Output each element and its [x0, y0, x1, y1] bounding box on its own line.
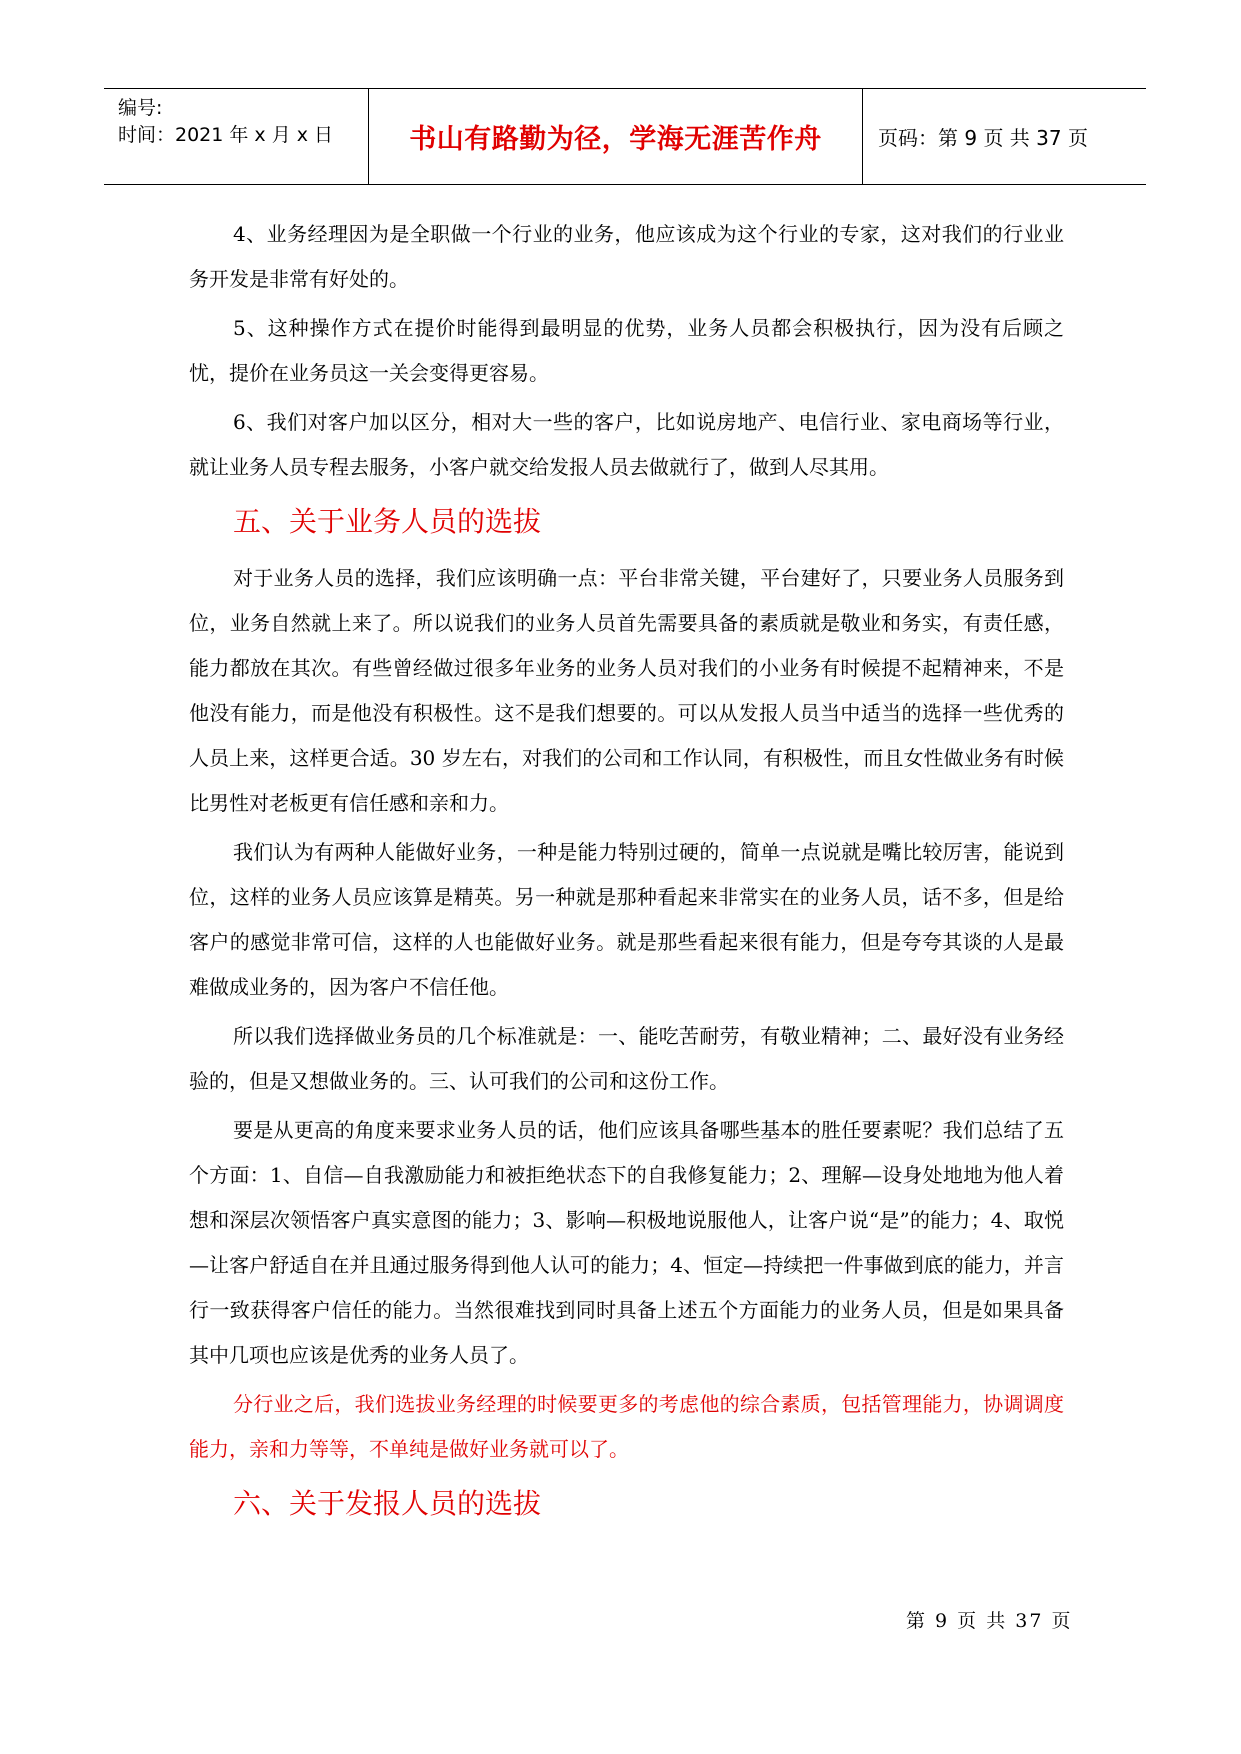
- document-body: [189, 212, 1064, 1538]
- document-header: [104, 88, 1146, 185]
- header-motto: 书山有路勤为径，学海无涯苦作舟: [409, 124, 822, 155]
- document-number-label: 编号:: [118, 97, 163, 119]
- highlighted-paragraph: 分行业之后，我们选拔业务经理的时候要更多的考虑他的综合素质，包括管理能力，协调调度能力，亲和力等等，不单纯是做好业务就可以了。: [189, 1392, 1064, 1461]
- body-paragraph: 6、我们对客户加以区分，相对大一些的客户，比如说房地产、电信行业、家电商场等行业，就让业务人员专程去服务，小客户就交给发报人员去做就行了，做到人尽其用。: [189, 410, 1064, 479]
- body-paragraph: 要是从更高的角度来要求业务人员的话，他们应该具备哪些基本的胜任要素呢？我们总结了五个方面：1、自信—自我激励能力和被拒绝状态下的自我修复能力；2、理解—设身处地地为他人着想和深层次领悟客户真实意图的能力；3、影响—积极地说服他人，让客户说“是”的能力；4、取悦—让客户舒适自在并且通过服务得到他人认可的能力；4、恒定—持续把一件事做到底的能力，并言行一致获得客户信任的能力。当然很难找到同时具备上述五个方面能力的业务人员，但是如果具备其中几项也应该是优秀的业务人员了。: [189, 1118, 1064, 1367]
- header-info-cell: [104, 89, 369, 184]
- header-page-code: 页码：第 9 页 共 37 页: [878, 126, 1088, 150]
- document-time-label: 时间：2021 年 x 月 x 日: [118, 124, 334, 146]
- header-motto-cell: [369, 89, 863, 184]
- body-paragraph: 对于业务人员的选择，我们应该明确一点：平台非常关键，平台建好了，只要业务人员服务到位，业务自然就上来了。所以说我们的业务人员首先需要具备的素质就是敬业和务实，有责任感，能力都放在其次。有些曾经做过很多年业务的业务人员对我们的小业务有时候提不起精神来，不是他没有能力，而是他没有积极性。这不是我们想要的。可以从发报人员当中适当的选择一些优秀的人员上来，这样更合适。30 岁左右，对我们的公司和工作认同，有积极性，而且女性做业务有时候比男性对老板更有信任感和亲和力。: [189, 566, 1064, 815]
- header-page-cell: [864, 89, 1146, 184]
- page-footer: 第 9 页 共 37 页: [906, 1610, 1073, 1632]
- body-paragraph: 所以我们选择做业务员的几个标准就是：一、能吃苦耐劳，有敬业精神；二、最好没有业务经验的，但是又想做业务的。三、认可我们的公司和这份工作。: [189, 1024, 1064, 1093]
- section-heading-5: 五、关于业务人员的选拔: [233, 505, 542, 538]
- body-paragraph: 5、这种操作方式在提价时能得到最明显的优势，业务人员都会积极执行，因为没有后顾之忧，提价在业务员这一关会变得更容易。: [189, 316, 1064, 385]
- body-paragraph: 4、业务经理因为是全职做一个行业的业务，他应该成为这个行业的专家，这对我们的行业业务开发是非常有好处的。: [189, 222, 1064, 291]
- section-heading-6: 六、关于发报人员的选拔: [233, 1487, 542, 1520]
- body-paragraph: 我们认为有两种人能做好业务，一种是能力特别过硬的，简单一点说就是嘴比较厉害，能说到位，这样的业务人员应该算是精英。另一种就是那种看起来非常实在的业务人员，话不多，但是给客户的感觉非常可信，这样的人也能做好业务。就是那些看起来很有能力，但是夸夸其谈的人是最难做成业务的，因为客户不信任他。: [189, 840, 1064, 999]
